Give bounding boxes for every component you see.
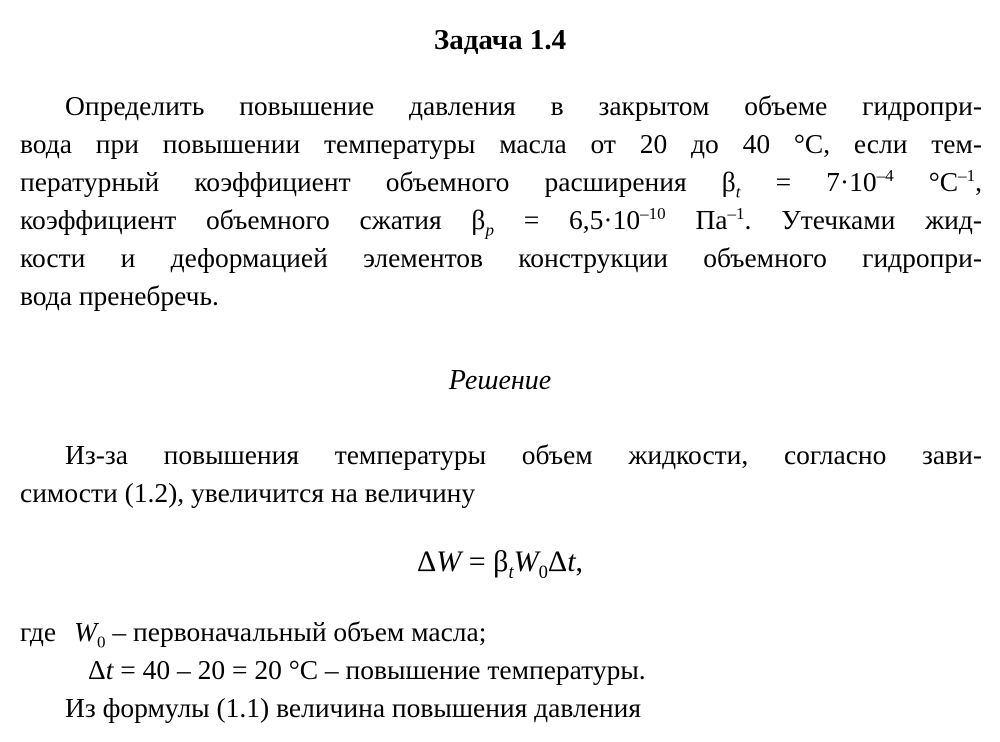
- beta-p-subscript: p: [485, 220, 494, 240]
- beta-t-subscript: t: [735, 182, 741, 202]
- beta-p-unit-exponent: –1: [727, 203, 745, 223]
- w0-symbol: W: [74, 616, 98, 647]
- dt-description: = 40 – 20 = 20 °C – повышение температуры.: [113, 654, 646, 685]
- problem-line-4-end: . Утечками жид-: [744, 204, 982, 235]
- problem-line-3: [20, 163, 982, 201]
- dt-t: t: [105, 654, 114, 685]
- problem-line-3-end: ,: [975, 166, 982, 197]
- formula-delta-1: Δ: [416, 545, 437, 578]
- formula-w: W: [436, 545, 462, 578]
- beta-t-unit: °C: [893, 166, 959, 197]
- dt-delta: Δ: [88, 654, 106, 685]
- formula-w0: W: [513, 545, 539, 578]
- w0-subscript: 0: [97, 632, 106, 652]
- problem-statement: [20, 87, 982, 315]
- beta-p-unit: Па: [665, 204, 728, 235]
- formula-delta-2: Δ: [547, 545, 568, 578]
- solution-heading: Решение: [448, 365, 552, 396]
- beta-t-unit-exponent: –1: [958, 165, 976, 185]
- volume-change-formula: [0, 542, 1000, 582]
- problem-line-1: Определить повышение давления в закрытом объеме гидропри-: [65, 90, 982, 121]
- solution-last-line: Из формулы (1.1) величина повышения давления: [65, 692, 641, 723]
- solution-definitions: [20, 613, 982, 727]
- w0-description: – первоначальный объем масла;: [105, 616, 487, 647]
- task-title: Задача 1.4: [433, 24, 567, 56]
- definition-dt: [20, 651, 982, 689]
- problem-line-2: вода при повышении температуры масла от 20 до 40 °C, если тем-: [20, 128, 982, 159]
- problem-line-5: кости и деформацией элементов конструкции объемного гидропри-: [20, 242, 982, 273]
- problem-line-6: вода пренебречь.: [20, 280, 219, 311]
- formula-beta-subscript: t: [508, 562, 514, 583]
- formula-equals-beta: = β: [461, 545, 509, 578]
- solution-line-2: симости (1.2), увеличится на величину: [20, 477, 476, 508]
- formula-t: t: [567, 545, 576, 578]
- solution-intro: [20, 436, 982, 512]
- formula-comma: ,: [575, 545, 584, 578]
- beta-t-exponent: –4: [876, 165, 894, 185]
- where-word: где: [20, 616, 57, 647]
- beta-t-value: = 7·10: [740, 166, 877, 197]
- beta-p-value: = 6,5·10: [493, 204, 641, 235]
- beta-p-exponent: –10: [640, 203, 666, 223]
- solution-line-1: Из-за повышения температуры объем жидкости, согласно зави-: [65, 439, 982, 470]
- formula-w0-subscript: 0: [538, 562, 548, 583]
- definition-w0: [20, 613, 982, 651]
- problem-line-3-text: пературный коэффициент объемного расширения β: [20, 166, 736, 197]
- problem-line-4-text: коэффициент объемного сжатия β: [20, 204, 486, 235]
- problem-line-4: [20, 201, 982, 239]
